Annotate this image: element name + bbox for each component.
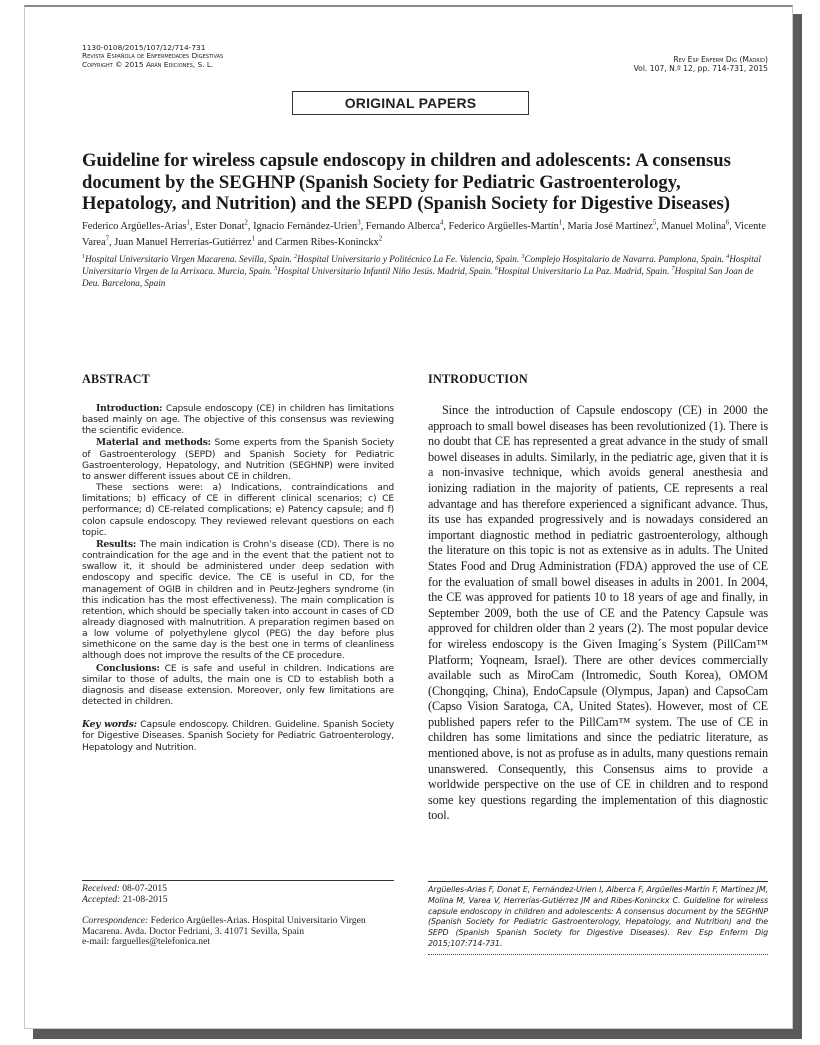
section-label: ORIGINAL PAPERS	[292, 91, 529, 115]
keywords-label: Key words:	[82, 719, 137, 731]
abstract-methods-label: Material and methods:	[96, 437, 211, 449]
author-name: María José Martínez	[567, 221, 653, 232]
author-separator: ,	[189, 221, 196, 232]
article-title: Guideline for wireless capsule endoscopy in children and adolescents: A consensus document by the SEGHNP (Spanish Society for Pediatric Gastroenterology, Hepatology, and Nutrition) and the SEPD (Spanish Society for Digestive Diseases)	[82, 150, 731, 214]
journal-header-right	[634, 56, 768, 73]
affiliation-number: 5	[274, 266, 278, 273]
author-affiliation-marker: 4	[439, 219, 444, 227]
author-name: Federico Argüelles-Martín	[448, 221, 559, 232]
citation-text: Argüelles-Arias F, Donat E, Fernández-Urien I, Alberca F, Argüelles-Martín F, Martínez JM, Molina M, Varea V, Herrerías-Gutiérrez JM and Ribes-Koninckx C. Guideline for wireless capsule endoscopy in children and adolescents: A consensus document by the SEGHNP (Spanish Society for Pediatric Gastroenterology, Hepatology, and Nutrition) and the SEPD (Spanish Spanish Society for Digestive Diseases). Rev Esp Enferm Dig 2015;107:714-731.	[428, 885, 768, 948]
article-dates-footnote	[82, 880, 394, 948]
journal-header-left	[82, 44, 223, 69]
affiliation-number: 3	[521, 253, 525, 260]
journal-abbrev: Rev Esp Enferm Dig (Madrid)	[673, 55, 768, 64]
author-separator: and	[254, 237, 276, 248]
author-affiliation-marker: 1	[558, 219, 563, 227]
author-affiliation-marker: 1	[186, 219, 190, 227]
abstract-column	[82, 372, 394, 754]
affiliation-list	[82, 253, 772, 290]
affiliation-number: 4	[726, 253, 730, 260]
received-line: Received: 08-07-2015	[82, 883, 167, 894]
dotted-divider	[428, 954, 768, 955]
author-name: Manuel Molina	[661, 221, 726, 232]
copyright-line: Copyright © 2015 Arán Ediciones, S. L.	[82, 59, 214, 69]
abstract-introduction-label: Introduction:	[96, 403, 163, 414]
citation-box	[428, 881, 768, 955]
abstract-results: Results: The main indication is Crohn’s disease (CD). There is no contraindication for the age and in the event that the patient not to swallow it, it should be administered under deep sedation with endoscopy and specific device. The CE is useful in CD, for the management of OGIB in children and in Peutz-Jeghers syndrome (in this indication has the most effectiveness). The main complication is retention, which should be specially taken into account in cases of CD already diagnosed with malnutrition. A preparation regimen based on a low volume of polyethylene glycol (PEG) the day before plus simethicone on the same day is the best one in terms of cleanliness although does not improve the results of the CE procedure.	[82, 538, 394, 662]
affiliation-number: 1	[82, 253, 85, 260]
author-separator: ,	[360, 221, 366, 232]
abstract-results-label: Results:	[96, 538, 137, 550]
abstract-sections: These sections were: a) Indications, contraindications and limitations; b) efficacy of CE in different clinical scenarios; c) CE performance; d) CE-related complications; e) Patency capsule; and f) colon capsule endoscopy. They reviewed relevant questions on each topic.	[82, 483, 394, 538]
affiliation-text: Hospital Universitario y Politécnico La Fe. Valencia, Spain.	[297, 254, 522, 264]
author-affiliation-marker: 3	[357, 219, 361, 227]
author-separator: ,	[443, 221, 449, 232]
author-name: Federico Argüelles-Arias	[82, 221, 187, 232]
abstract-heading: ABSTRACT	[82, 372, 150, 386]
author-name: Ester Donat	[195, 221, 245, 232]
volume-line: Vol. 107, N.º 12, pp. 714-731, 2015	[633, 63, 768, 73]
author-name: Juan Manuel Herrerías-Gutiérrez	[114, 237, 252, 248]
affiliation-text: Hospital San Joan de Deu. Barcelona, Spain	[82, 266, 754, 289]
doi-line: 1130-0108/2015/107/12/714-731	[82, 43, 206, 52]
author-affiliation-marker: 1	[251, 235, 255, 243]
affiliation-text: Hospital Universitario Virgen de la Arrixaca. Murcia, Spain.	[82, 254, 761, 277]
author-name: Ignacio Fernández-Urien	[253, 221, 358, 232]
journal-name: Revista Española de Enfermedades Digestivas	[82, 51, 224, 61]
affiliation-text: Complejo Hospitalario de Navarra. Pamplona, Spain.	[524, 254, 727, 264]
author-separator: ,	[729, 221, 735, 232]
author-affiliation-marker: 5	[652, 219, 657, 227]
author-separator: ,	[109, 237, 115, 248]
author-affiliation-marker: 2	[378, 235, 383, 243]
author-name: Carmen Ribes-Koninckx	[275, 237, 379, 248]
abstract-conclusions: Conclusions: CE is safe and useful in children. Indications are similar to those of adults, the main one is CD to establish both a diagnosis and disease extension. Moreover, only few limitations are detected in children.	[82, 662, 394, 708]
introduction-column	[428, 372, 768, 824]
affiliation-text: Hospital Universitario La Paz. Madrid, Spain.	[497, 266, 672, 277]
author-separator: ,	[656, 221, 662, 232]
accepted-line: Accepted: 21-08-2015	[82, 893, 168, 905]
abstract-introduction: Introduction: Capsule endoscopy (CE) in children has limitations based mainly on age. The objective of this consensus was reviewing the scientific evidence.	[82, 403, 394, 437]
affiliation-text: Hospital Universitario Virgen Macarena. Sevilla, Spain.	[84, 254, 295, 264]
author-separator: ,	[247, 221, 254, 232]
author-name: Vicente Varea	[82, 221, 766, 248]
author-separator: ,	[562, 221, 568, 232]
affiliation-text: Hospital Universitario Infantil Niño Jesús. Madrid, Spain.	[277, 266, 495, 277]
abstract-keywords: Key words: Capsule endoscopy. Children. Guideline. Spanish Society for Digestive Diseases. Spanish Society for Pediatric Gatroenterology, Hepatology and Nutrition.	[82, 719, 394, 753]
correspondence-line: Correspondence: Federico Argüelles-Arias. Hospital Universitario Virgen Macarena. Avda. Doctor Fedriani, 3. 41071 Sevilla, Spain	[82, 915, 366, 937]
introduction-heading: INTRODUCTION	[428, 372, 528, 386]
affiliation-number: 7	[671, 266, 675, 273]
introduction-paragraph: Since the introduction of Capsule endoscopy (CE) in 2000 the approach to small bowel diseases has been revolutionized (1). There is no doubt that CE has represented a great advance in the study of small bowel diseases in adults. Similarly, in the pediatric age, given that it is a non-invasive technique, which avoids general anesthesia and ionizing radiation in the majority of patients, CE represents a real advantage and has therefore experienced a significant advance. Thus, its use has expanded progressively and is nowadays considered an important diagnostic method in pediatric gastroenterology, although the literature on this topic is not as extensive as in adults. The United States Food and Drug Administration (FDA) approved the use of CE for the evaluation of small bowel diseases in adults in 2001. In 2004, the CE was approved for patients 10 to 18 years of age and finally, in September 2009, both the use of CE and the Patency Capsule was approved for children older than 2 years (2). The most popular device for wireless endoscopy is the Given Imaging´s System (PillCam™ Platform; Yoqneam, Israel). There are other devices commercially available such as MiroCam (Intromedic, South Korea), OMOM (Chongqing, China), EndoCapsule (Olympus, Japan) and CapsoCam (Capso Vision Saratoga, CA, United States). However, most of CE published papers refer to the PillCam™ system. The use of CE in children has some limitations and since the pediatric literature, as mentioned above, is not as profuse as in adults, many questions remain unanswered. Consequently, this Consensus aims to provide a worldwide perspective on the use of CE in children and to respond some key questions regarding the implementation of this diagnostic tool.	[428, 403, 768, 823]
author-list	[82, 219, 772, 251]
author-affiliation-marker: 6	[725, 219, 730, 227]
affiliation-number: 2	[294, 253, 298, 260]
author-name: Fernando Alberca	[365, 221, 440, 232]
abstract-methods: Material and methods: Some experts from the Spanish Society of Gastroenterology (SEPD) and Spanish Society for Pediatric Gastroenterology, Hepatology, and Nutrition (SEGHNP) were invited to answer different issues about CE in children.	[82, 437, 394, 482]
page-shadow-bottom	[33, 1029, 802, 1039]
abstract-conclusions-label: Conclusions:	[96, 662, 160, 674]
author-affiliation-marker: 7	[105, 235, 110, 243]
page-shadow-right	[793, 14, 802, 1039]
email-line[interactable]: e-mail: farguelles@telefonica.net	[82, 936, 210, 948]
affiliation-number: 6	[494, 266, 498, 273]
author-affiliation-marker: 2	[244, 219, 248, 227]
